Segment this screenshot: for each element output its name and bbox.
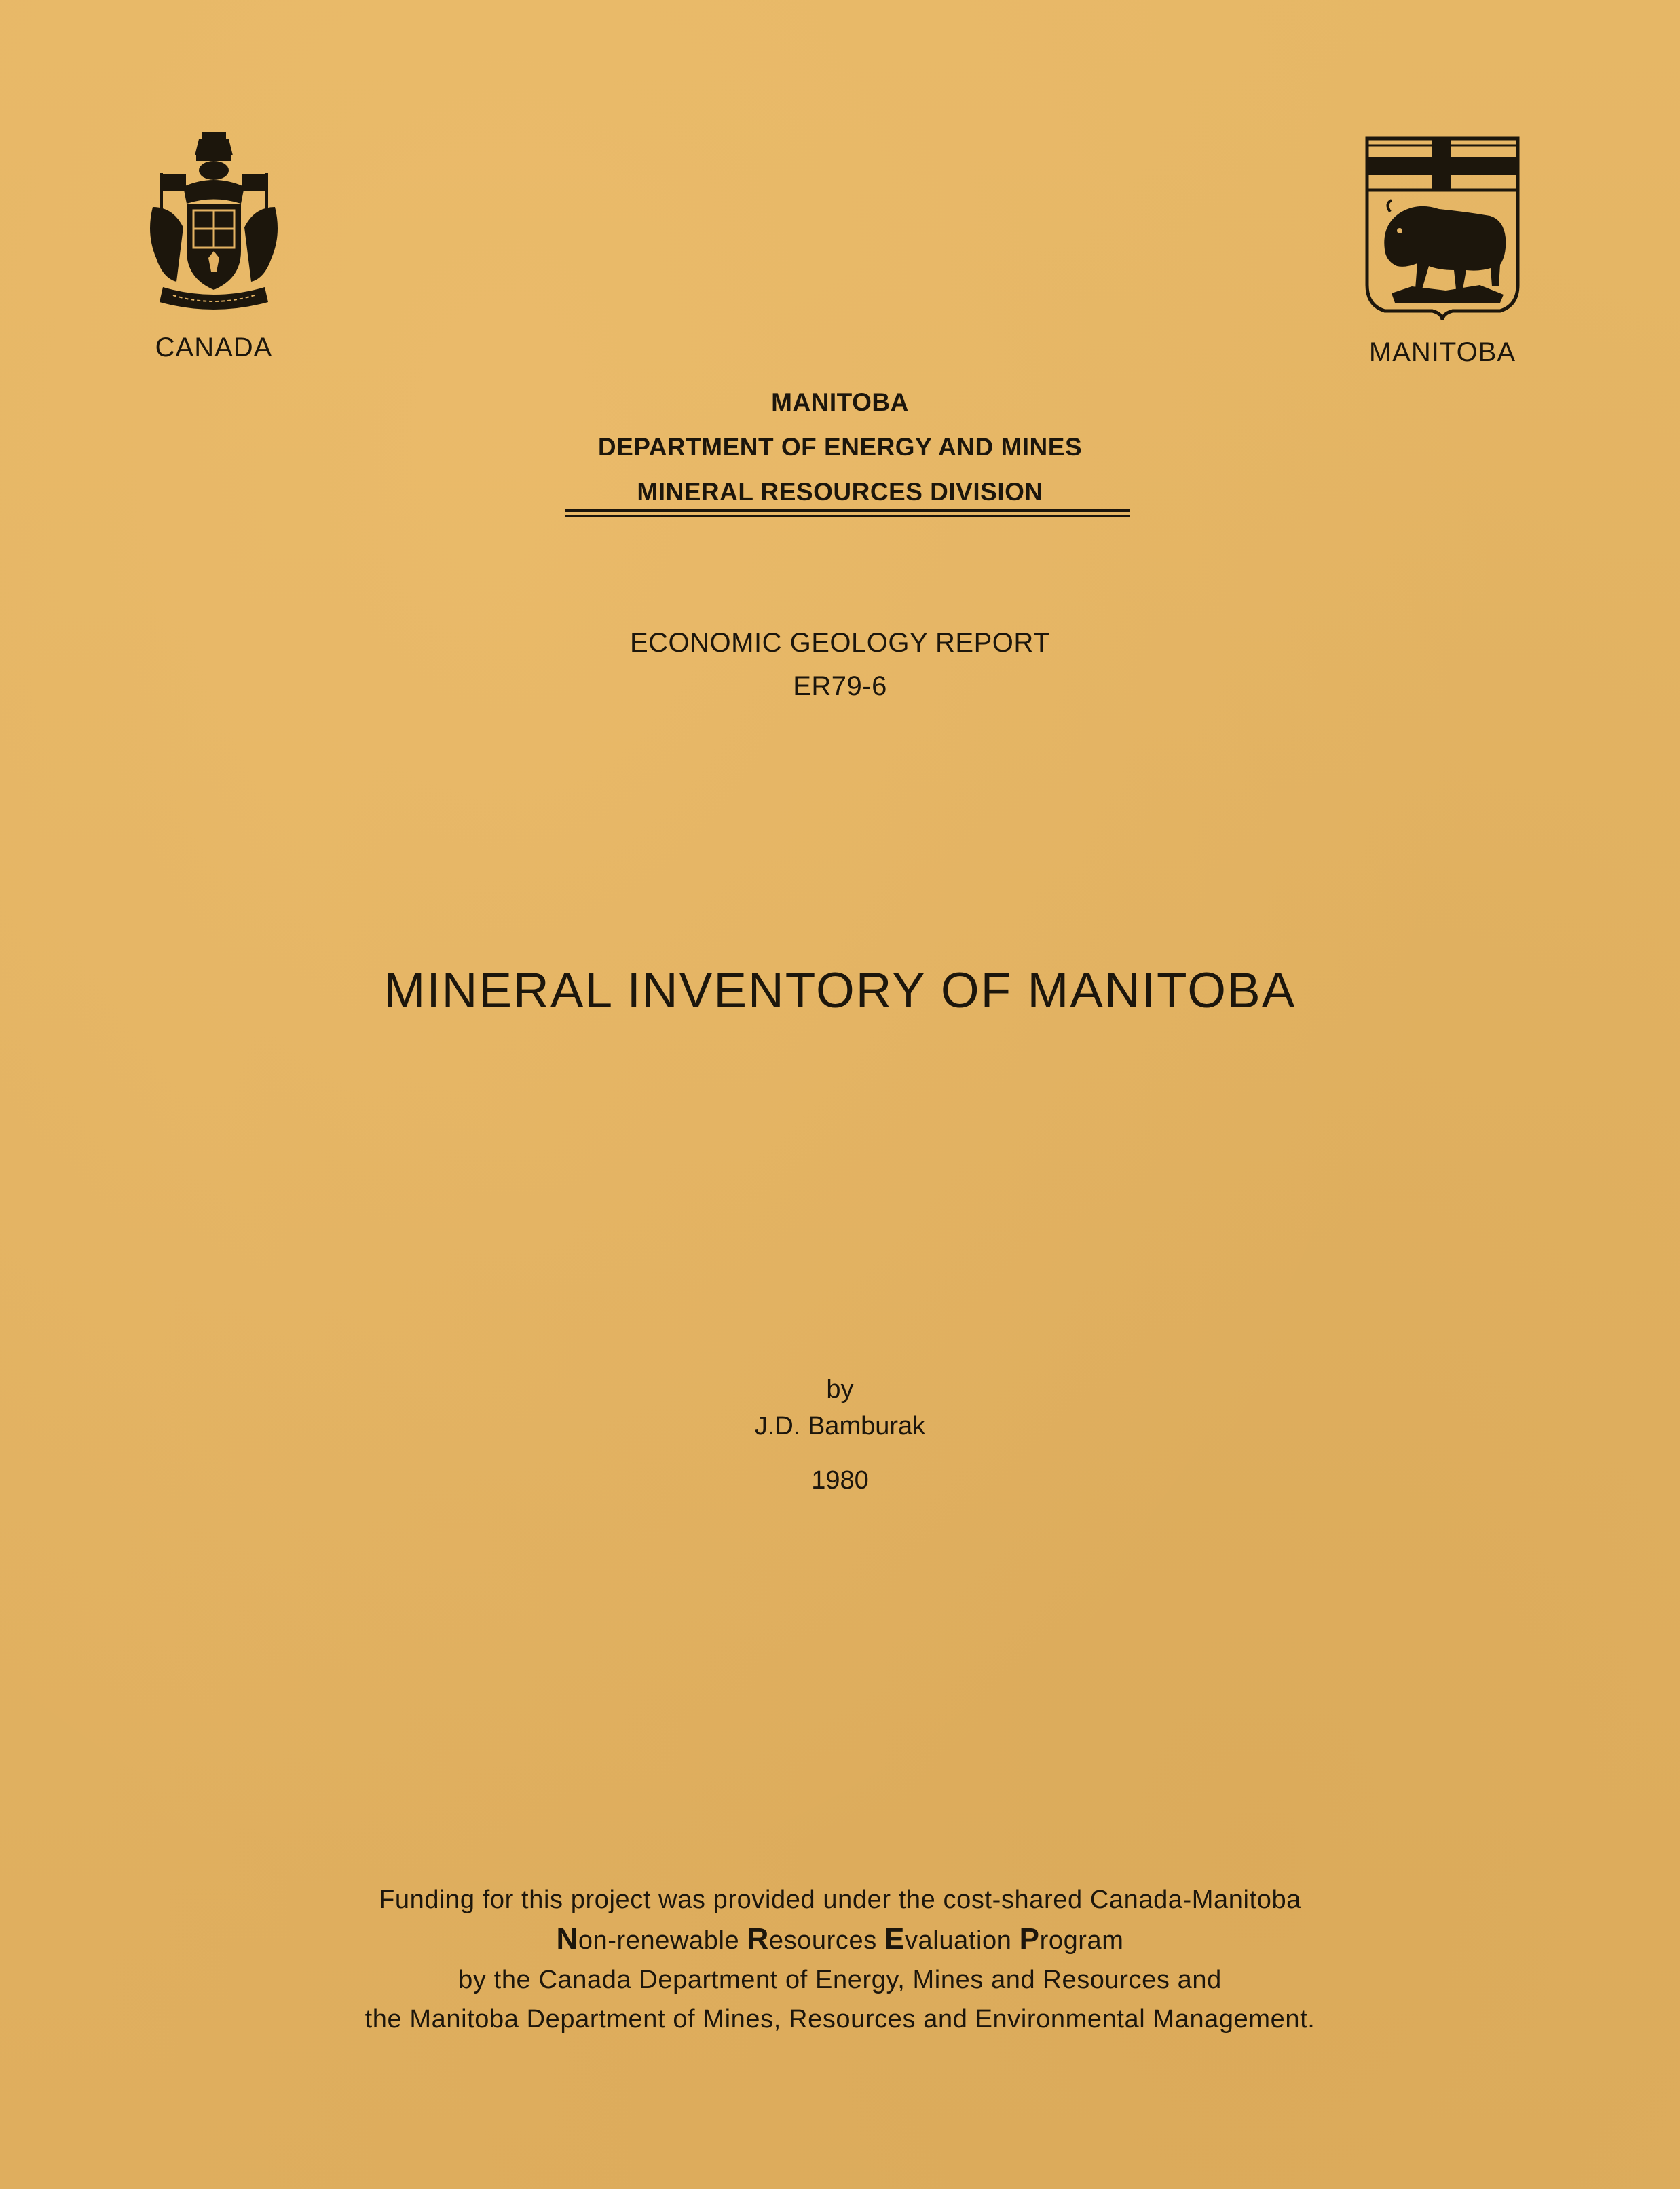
funding-statement <box>0 1880 1680 2039</box>
division-name: MINERAL RESOURCES DIVISION <box>637 478 1043 506</box>
author-by: by <box>826 1375 854 1404</box>
program-name: Non-renewable Resources Evaluation Program <box>556 1922 1124 1956</box>
province-name: MANITOBA <box>771 388 909 416</box>
report-series: ECONOMIC GEOLOGY REPORT <box>629 628 1051 658</box>
manitoba-shield-emblem <box>1364 136 1520 322</box>
canada-coat-of-arms <box>146 132 282 319</box>
funding-line-1: Funding for this project was provided under the cost-shared Canada-Manitoba <box>379 1886 1301 1914</box>
canada-label: CANADA <box>155 333 273 362</box>
funding-line-3: by the Canada Department of Energy, Mines and Resources and <box>458 1966 1222 1994</box>
author-block <box>0 1371 1680 1499</box>
department-heading <box>0 380 1680 514</box>
double-rule-divider <box>565 509 1130 519</box>
manitoba-label: MANITOBA <box>1368 337 1516 367</box>
funding-line-4: the Manitoba Department of Mines, Resources and Environmental Management. <box>365 2005 1315 2034</box>
report-designation <box>0 621 1680 708</box>
author-name: J.D. Bamburak <box>754 1412 926 1440</box>
document-title: MINERAL INVENTORY OF MANITOBA <box>384 963 1296 1018</box>
department-name: DEPARTMENT OF ENERGY AND MINES <box>597 433 1083 461</box>
report-number: ER79-6 <box>793 671 887 701</box>
publication-year: 1980 <box>811 1466 869 1495</box>
